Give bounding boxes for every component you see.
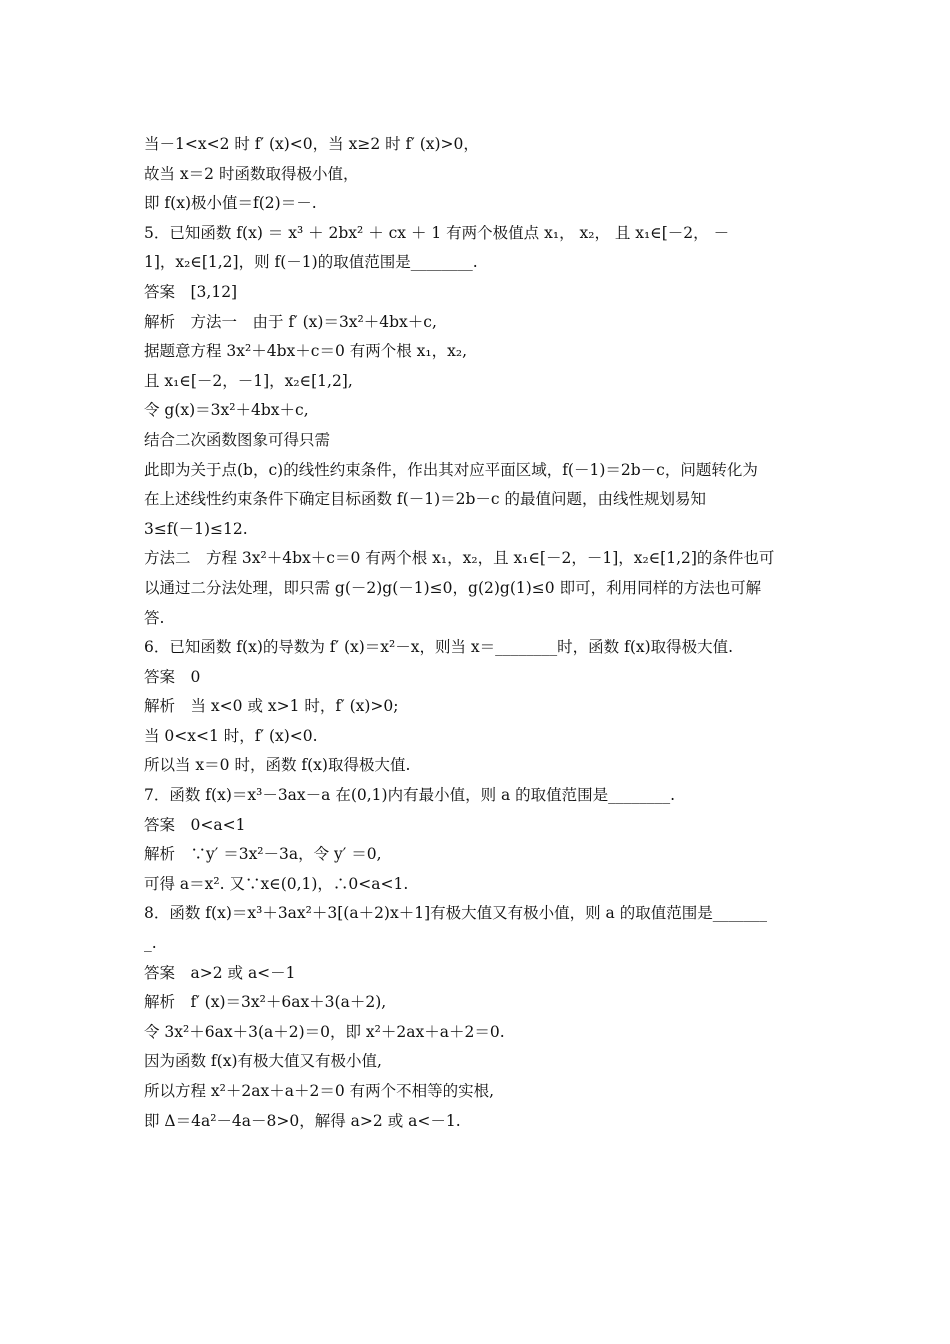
- text-line: 即 Δ＝4a²－4a－8>0，解得 a>2 或 a<－1.: [144, 1111, 461, 1130]
- solution-8: 解析 f′ (x)＝3x²＋6ax＋3(a＋2),: [144, 993, 387, 1012]
- text-line: 以通过二分法处理，即只需 g(－2)g(－1)≤0，g(2)g(1)≤0 即可，利用同样的方法也可解: [144, 578, 762, 597]
- text-line: 所以方程 x²＋2ax＋a＋2＝0 有两个不相等的实根,: [144, 1082, 495, 1100]
- solution-6: 解析 当 x<0 或 x>1 时，f′ (x)>0;: [144, 697, 399, 716]
- text-line: 在上述线性约束条件下确定目标函数 f(－1)＝2b－c 的最值问题，由线性规划易知: [144, 490, 707, 509]
- solution-5: 解析 方法一 由于 f′ (x)＝3x²＋4bx＋c,: [144, 312, 437, 331]
- solution-7: 解析 ∵y′ ＝3x²－3a，令 y′ ＝0,: [144, 845, 382, 864]
- text-line: 此即为关于点(b，c)的线性约束条件，作出其对应平面区域，f(－1)＝2b－c，问题转化为: [144, 460, 758, 479]
- text-line: 令 3x²＋6ax＋3(a＋2)＝0，即 x²＋2ax＋a＋2＝0.: [144, 1022, 505, 1041]
- text-line: 因为函数 f(x)有极大值又有极小值,: [144, 1052, 382, 1071]
- text-line: 令 g(x)＝3x²＋4bx＋c,: [144, 401, 309, 420]
- problem-7-statement: 7．函数 f(x)＝x³－3ax－a 在(0,1)内有最小值，则 a 的取值范围是________.: [144, 786, 676, 805]
- document-body: [144, 130, 808, 1136]
- text-line: 所以当 x＝0 时，函数 f(x)取得极大值.: [144, 756, 411, 775]
- text-line: 且 x₁∈[－2，－1]，x₂∈[1,2],: [144, 371, 353, 390]
- text-line: 即 f(x)极小值＝f(2)＝－.: [144, 194, 317, 213]
- answer-8: 答案 a>2 或 a<－1: [144, 963, 296, 982]
- text-line: 结合二次函数图象可得只需: [144, 430, 331, 449]
- problem-6-statement: 6．已知函数 f(x)的导数为 f′ (x)＝x²－x，则当 x＝________时，函数 f(x)取得极大值.: [144, 638, 734, 657]
- text-line: 3≤f(－1)≤12.: [144, 519, 248, 538]
- text-line: 当－1<x<2 时 f′ (x)<0，当 x≥2 时 f′ (x)>0，: [144, 135, 479, 153]
- text-line: 据题意方程 3x²＋4bx＋c＝0 有两个根 x₁，x₂,: [144, 342, 468, 361]
- text-line: 故当 x＝2 时函数取得极小值，: [144, 164, 359, 183]
- text-line: 答.: [144, 608, 165, 627]
- problem-5-statement-cont: 1]，x₂∈[1,2]，则 f(－1)的取值范围是________.: [144, 253, 478, 272]
- problem-8-statement: 8．函数 f(x)＝x³＋3ax²＋3[(a＋2)x＋1]有极大值又有极小值，则 a 的取值范围是_______: [144, 904, 767, 923]
- answer-6: 答案 0: [144, 667, 201, 686]
- text-line: 当 0<x<1 时，f′ (x)<0.: [144, 726, 318, 745]
- problem-8-statement-cont: _.: [144, 934, 157, 953]
- problem-5-statement: 5．已知函数 f(x) ＝ x³ ＋ 2bx² ＋ cx ＋ 1 有两个极值点 x₁， x₂， 且 x₁∈[－2， －: [144, 223, 730, 242]
- text-line: 可得 a＝x². 又∵x∈(0,1)，∴0<a<1.: [144, 874, 409, 893]
- answer-7: 答案 0<a<1: [144, 815, 246, 834]
- text-line: 方法二 方程 3x²＋4bx＋c＝0 有两个根 x₁，x₂，且 x₁∈[－2，－1]，x₂∈[1,2]的条件也可: [144, 549, 775, 568]
- answer-5: 答案 [3,12]: [144, 282, 238, 301]
